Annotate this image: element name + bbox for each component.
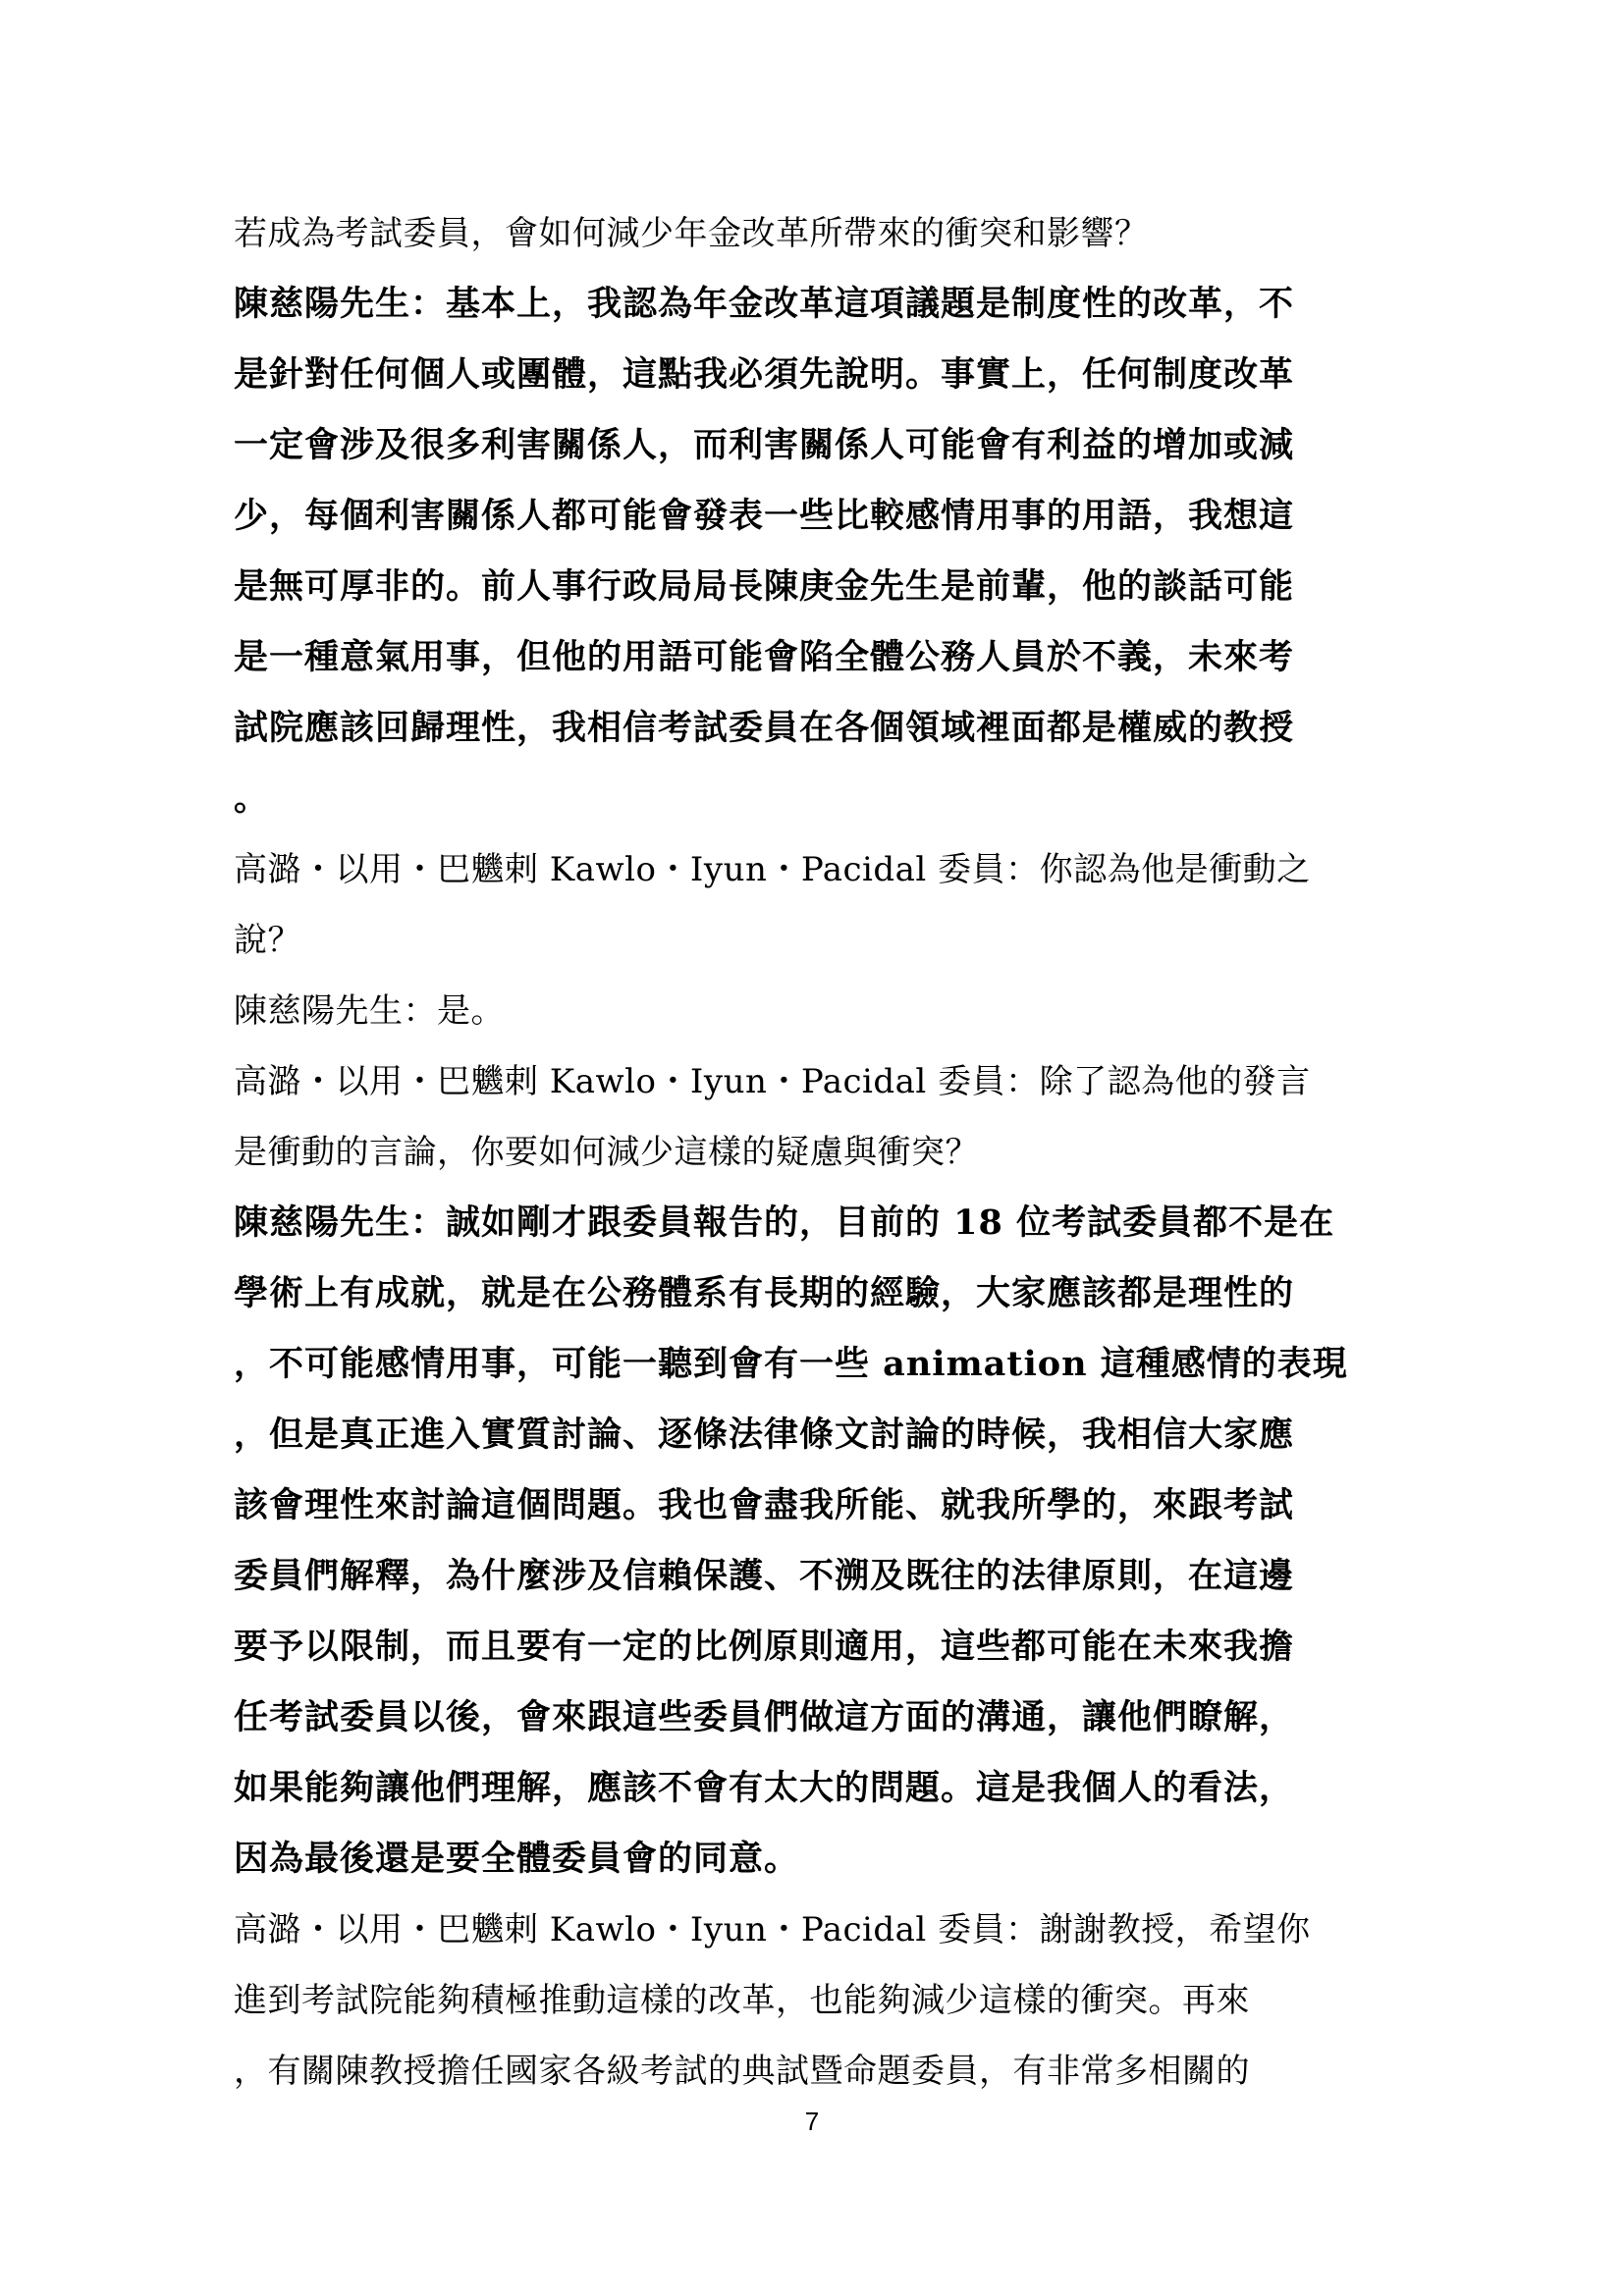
transcript-body xyxy=(234,206,1392,2114)
transcript-line: ，但是真正進入實質討論、逐條法律條文討論的時候，我相信大家應 xyxy=(234,1415,1295,1455)
transcript-line: 是一種意氣用事，但他的用語可能會陷全體公務人員於不義，未來考 xyxy=(234,637,1295,677)
transcript-line: 少，每個利害關係人都可能會發表一些比較感情用事的用語，我想這 xyxy=(234,496,1295,536)
transcript-line: 高潞・以用・巴魕剌 Kawlo・Iyun・Pacidal 委員：你認為他是衝動之 xyxy=(234,850,1311,889)
transcript-line: ，不可能感情用事，可能一聽到會有一些 animation 這種感情的表現 xyxy=(234,1344,1348,1384)
transcript-line: 要予以限制，而且要有一定的比例原則適用，這些都可能在未來我擔 xyxy=(234,1627,1295,1667)
transcript-line: 一定會涉及很多利害關係人，而利害關係人可能會有利益的增加或減 xyxy=(234,425,1295,465)
transcript-line: 若成為考試委員，會如何減少年金改革所帶來的衝突和影響？ xyxy=(234,214,1149,253)
transcript-line: 是衝動的言論，你要如何減少這樣的疑慮與衝突？ xyxy=(234,1133,979,1172)
page-number: 7 xyxy=(804,2107,820,2136)
transcript-line: 是無可厚非的。前人事行政局局長陳庚金先生是前輩，他的談話可能 xyxy=(234,566,1295,607)
transcript-line: 進到考試院能夠積極推動這樣的改革，也能夠減少這樣的衝突。再來 xyxy=(234,1981,1250,2020)
transcript-line: 試院應該回歸理性，我相信考試委員在各個領域裡面都是權威的教授 xyxy=(234,708,1295,748)
transcript-line: 。 xyxy=(234,778,270,819)
transcript-line: 任考試委員以後，會來跟這些委員們做這方面的溝通，讓他們瞭解， xyxy=(234,1697,1295,1737)
transcript-line: 高潞・以用・巴魕剌 Kawlo・Iyun・Pacidal 委員：謝謝教授，希望你 xyxy=(234,1910,1311,1949)
transcript-line: 陳慈陽先生：是。 xyxy=(234,991,505,1031)
transcript-line: 學術上有成就，就是在公務體系有長期的經驗，大家應該都是理性的 xyxy=(234,1273,1295,1313)
transcript-line: 如果能夠讓他們理解，應該不會有太大的問題。這是我個人的看法， xyxy=(234,1768,1295,1808)
transcript-line: 該會理性來討論這個問題。我也會盡我所能、就我所學的，來跟考試 xyxy=(234,1485,1295,1525)
transcript-line: 因為最後還是要全體委員會的同意。 xyxy=(234,1839,800,1879)
transcript-line: 委員們解釋，為什麼涉及信賴保護、不溯及既往的法律原則，在這邊 xyxy=(234,1556,1295,1596)
transcript-line: 是針對任何個人或團體，這點我必須先說明。事實上，任何制度改革 xyxy=(234,354,1295,395)
transcript-line: ，有關陳教授擔任國家各級考試的典試暨命題委員，有非常多相關的 xyxy=(234,2052,1250,2091)
transcript-line: 陳慈陽先生：基本上，我認為年金改革這項議題是制度性的改革，不 xyxy=(234,284,1295,324)
transcript-line: 高潞・以用・巴魕剌 Kawlo・Iyun・Pacidal 委員：除了認為他的發言 xyxy=(234,1062,1311,1101)
transcript-line: 陳慈陽先生：誠如剛才跟委員報告的，目前的 18 位考試委員都不是在 xyxy=(234,1202,1335,1243)
transcript-line: 說？ xyxy=(234,921,301,960)
